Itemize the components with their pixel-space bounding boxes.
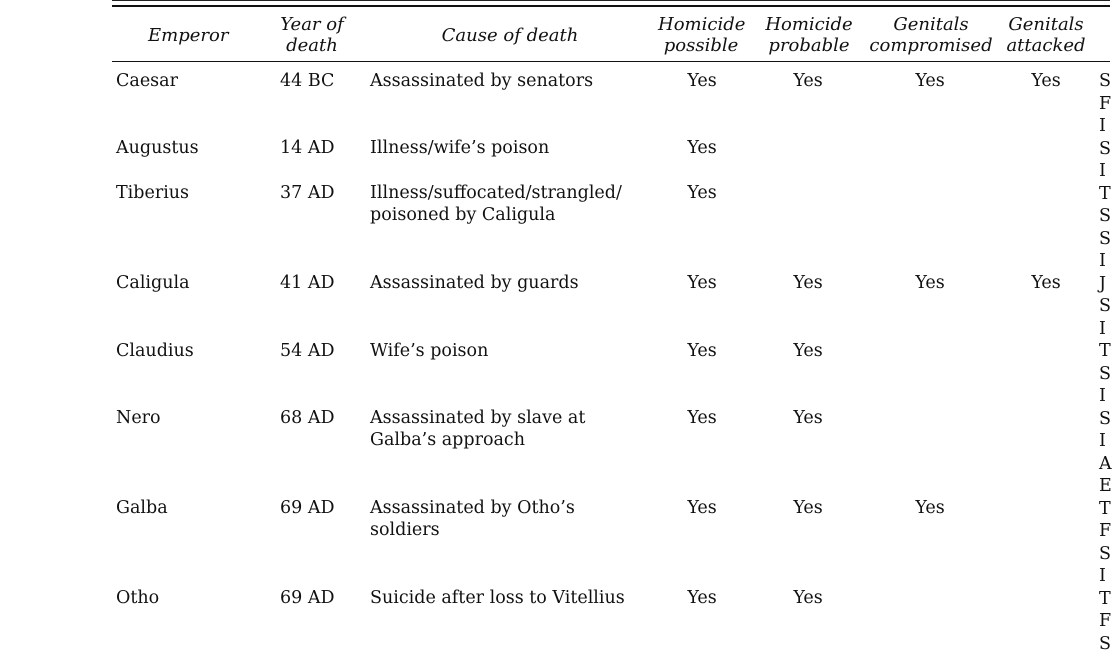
cell-homicide-probable: Yes: [793, 341, 823, 361]
cell-homicide-possible: Yes: [687, 183, 717, 203]
right-edge-letter: T: [1099, 183, 1111, 204]
right-edge-letter: S: [1099, 228, 1111, 249]
cell-year: 69 AD: [280, 588, 335, 608]
cell-cause-line1: Suicide after loss to Vitellius: [370, 588, 625, 608]
right-edge-letter: I: [1099, 116, 1106, 136]
cell-homicide-probable: Yes: [793, 588, 823, 608]
header-emperor: Emperor: [148, 25, 229, 46]
cell-year: 37 AD: [280, 183, 335, 203]
header-homicide-possible: [658, 14, 744, 56]
header-homicide-probable-line2: probable: [768, 35, 850, 56]
right-edge-letter: S: [1099, 296, 1111, 316]
cell-year: 68 AD: [280, 408, 335, 428]
right-edge-letter: T: [1099, 498, 1111, 519]
header-homicide-possible-line2: possible: [663, 35, 739, 56]
header-homicide-probable-line1: Homicide: [765, 14, 853, 35]
right-edge-letter: I: [1099, 566, 1106, 586]
cell-emperor: Caligula: [116, 273, 190, 293]
cell-homicide-probable: Yes: [793, 273, 823, 293]
cell-cause-line1: Wife’s poison: [370, 341, 489, 361]
table-header-rule: [112, 61, 1110, 62]
right-edge-letter: J: [1099, 273, 1107, 294]
header-genitals-compromised-line1: Genitals: [893, 14, 969, 35]
right-edge-letter: S: [1099, 363, 1111, 384]
cell-cause-line2: soldiers: [370, 520, 440, 540]
right-edge-letter: I: [1099, 386, 1106, 406]
cell-homicide-possible: Yes: [687, 498, 717, 518]
right-edge-letter: A: [1099, 453, 1112, 474]
cell-year: 69 AD: [280, 498, 335, 518]
cell-year: 14 AD: [280, 138, 335, 158]
cell-genitals-compromised: Yes: [915, 273, 945, 293]
cell-emperor: Nero: [116, 408, 161, 428]
right-edge-letter: T: [1099, 341, 1111, 361]
cell-year: 41 AD: [280, 273, 335, 293]
right-edge-letter: I: [1099, 431, 1106, 451]
cell-homicide-possible: Yes: [687, 588, 717, 608]
right-edge-letter: F: [1099, 611, 1112, 631]
cell-emperor: Galba: [116, 498, 168, 518]
cell-emperor: Caesar: [116, 71, 178, 91]
cell-emperor: Claudius: [116, 341, 194, 361]
cell-year: 44 BC: [280, 71, 335, 91]
header-homicide-probable: [764, 14, 854, 56]
cell-homicide-possible: Yes: [687, 408, 717, 428]
cell-homicide-probable: Yes: [793, 498, 823, 518]
header-genitals-compromised-line2: compromised: [869, 35, 993, 56]
right-edge-letter: I: [1099, 161, 1106, 181]
table-top-thin-rule: [112, 0, 1110, 1]
header-genitals-attacked: [1003, 14, 1089, 56]
cell-emperor: Otho: [116, 588, 160, 608]
header-year-line1: Year of: [280, 14, 344, 35]
cell-genitals-compromised: Yes: [915, 71, 945, 91]
cell-year: 54 AD: [280, 341, 335, 361]
right-edge-letter: S: [1099, 543, 1111, 564]
right-edge-letter: F: [1099, 93, 1112, 114]
right-edge-letter: S: [1099, 408, 1111, 429]
cell-cause-line1: Assassinated by guards: [370, 273, 579, 293]
header-year-line2: death: [286, 35, 338, 56]
right-edge-letter: S: [1099, 138, 1111, 159]
header-genitals-attacked-line2: attacked: [1006, 35, 1086, 56]
right-edge-letter: S: [1099, 633, 1111, 654]
cell-cause-line2: poisoned by Caligula: [370, 205, 556, 225]
cell-cause-line1: Assassinated by senators: [370, 71, 594, 91]
header-genitals-attacked-line1: Genitals: [1008, 14, 1084, 35]
cell-cause-line1: Illness/wife’s poison: [370, 138, 550, 158]
header-cause: Cause of death: [441, 25, 579, 46]
cell-cause-line1: Illness/suffocated/strangled/: [370, 183, 622, 203]
cell-emperor: Augustus: [116, 138, 199, 158]
right-edge-letter: E: [1099, 476, 1112, 496]
cell-homicide-possible: Yes: [687, 138, 717, 158]
header-year: [277, 14, 347, 56]
cell-genitals-attacked: Yes: [1031, 71, 1061, 91]
cell-homicide-probable: Yes: [793, 408, 823, 428]
cell-emperor: Tiberius: [116, 183, 190, 203]
right-edge-letter: I: [1099, 318, 1106, 339]
cell-homicide-possible: Yes: [687, 341, 717, 361]
cell-cause-line2: Galba’s approach: [370, 430, 525, 450]
cell-homicide-possible: Yes: [687, 71, 717, 91]
header-homicide-possible-line1: Homicide: [658, 14, 746, 35]
header-genitals-compromised: [868, 14, 994, 56]
cell-genitals-compromised: Yes: [915, 498, 945, 518]
right-edge-letter: S: [1099, 206, 1111, 226]
right-edge-letter: T: [1099, 588, 1111, 609]
cell-homicide-probable: Yes: [793, 71, 823, 91]
cell-homicide-possible: Yes: [687, 273, 717, 293]
cell-cause-line1: Assassinated by Otho’s: [370, 498, 575, 518]
right-edge-letter: I: [1099, 251, 1106, 271]
cell-cause-line1: Assassinated by slave at: [370, 408, 586, 428]
cell-genitals-attacked: Yes: [1031, 273, 1061, 293]
right-edge-letter: S: [1099, 71, 1111, 91]
right-edge-letter: F: [1099, 521, 1112, 541]
table-top-rule: [112, 5, 1110, 7]
